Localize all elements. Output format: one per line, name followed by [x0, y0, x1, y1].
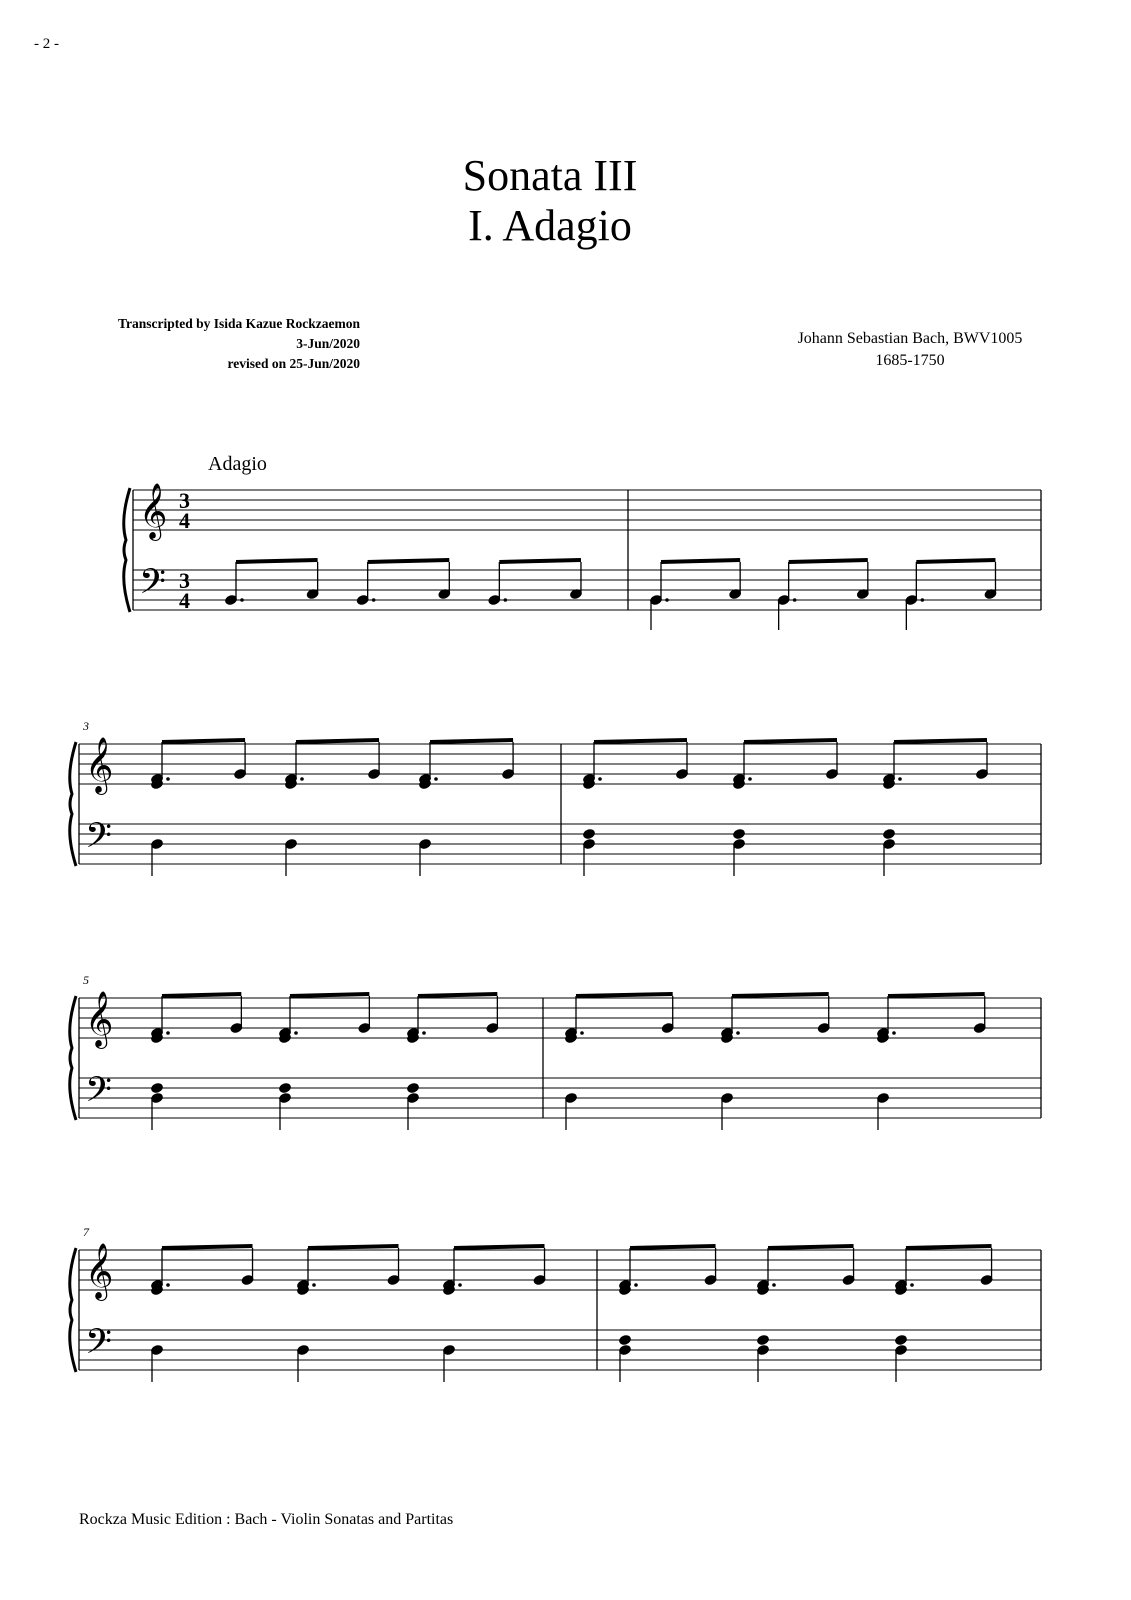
- dot: [598, 777, 602, 781]
- dot: [910, 1283, 914, 1287]
- note-head: [756, 1334, 770, 1347]
- brace: [70, 1248, 76, 1372]
- note-head: [882, 828, 896, 841]
- note-head: [150, 1082, 164, 1095]
- measure-number: 5: [83, 973, 89, 987]
- dot: [665, 598, 669, 602]
- dot: [772, 1283, 776, 1287]
- dot: [634, 1283, 638, 1287]
- dot: [458, 1283, 462, 1287]
- time-sig-top: 3: [179, 568, 190, 593]
- composer-years: 1685-1750: [875, 352, 945, 369]
- beam: [789, 560, 868, 562]
- brace: [124, 488, 130, 612]
- dot: [892, 1031, 896, 1035]
- system: [124, 483, 1041, 630]
- dot: [434, 777, 438, 781]
- transcription-date: 3-Jun/2020: [296, 336, 360, 351]
- dot: [504, 598, 508, 602]
- beam: [894, 740, 987, 742]
- tempo-marking: Adagio: [208, 453, 267, 475]
- measure-number: 3: [83, 719, 89, 733]
- treble-clef: 𝄞: [85, 737, 114, 793]
- beam: [744, 740, 837, 742]
- beam: [906, 1246, 992, 1248]
- note-head: [894, 1334, 908, 1347]
- treble-clef: 𝄞: [85, 991, 114, 1047]
- note-head: [582, 828, 596, 841]
- beam: [162, 1246, 253, 1248]
- time-sig-bottom: 4: [179, 508, 190, 533]
- dot: [793, 598, 797, 602]
- system: [70, 1225, 1041, 1382]
- piece-title: Sonata III: [462, 151, 638, 200]
- note-head: [278, 1082, 292, 1095]
- dot: [422, 1031, 426, 1035]
- beam: [296, 740, 379, 742]
- dot: [898, 777, 902, 781]
- dot: [240, 598, 244, 602]
- bass-clef: 𝄢: [85, 815, 113, 864]
- note-head: [618, 1334, 632, 1347]
- dot: [300, 777, 304, 781]
- edition-footer: Rockza Music Edition : Bach - Violin Sonatas and Partitas: [79, 1511, 454, 1528]
- dot: [580, 1031, 584, 1035]
- beam: [308, 1246, 399, 1248]
- measure-number: 7: [83, 1225, 89, 1239]
- time-sig-top: 3: [179, 488, 190, 513]
- beam: [888, 994, 985, 996]
- beam: [162, 740, 245, 742]
- note-head: [406, 1082, 420, 1095]
- dot: [166, 1283, 170, 1287]
- score-systems: [70, 483, 1041, 1382]
- system: [70, 719, 1041, 876]
- dot: [372, 598, 376, 602]
- composer-name: Johann Sebastian Bach, BWV1005: [797, 330, 1023, 347]
- page-number: - 2 -: [34, 36, 59, 52]
- beam: [732, 994, 829, 996]
- dot: [294, 1031, 298, 1035]
- beam: [290, 994, 369, 996]
- revision-date: revised on 25-Jun/2020: [227, 356, 360, 371]
- beam: [499, 560, 581, 562]
- dot: [166, 1031, 170, 1035]
- dot: [736, 1031, 740, 1035]
- dot: [166, 777, 170, 781]
- beam: [630, 1246, 716, 1248]
- system: [70, 973, 1041, 1130]
- brace: [70, 742, 76, 866]
- beam: [576, 994, 673, 996]
- bass-clef: 𝄢: [85, 1321, 113, 1370]
- transcriber-name: Transcripted by Isida Kazue Rockzaemon: [118, 316, 360, 331]
- treble-clef: 𝄞: [85, 1243, 114, 1299]
- beam: [236, 560, 318, 562]
- treble-clef: 𝄞: [139, 483, 168, 539]
- beam: [162, 994, 241, 996]
- movement-title: I. Adagio: [468, 201, 632, 250]
- bass-clef: 𝄢: [85, 1069, 113, 1118]
- dot: [921, 598, 925, 602]
- beam: [916, 560, 995, 562]
- beam: [594, 740, 687, 742]
- beam: [418, 994, 497, 996]
- beam: [368, 560, 450, 562]
- brace: [70, 996, 76, 1120]
- dot: [312, 1283, 316, 1287]
- beam: [454, 1246, 545, 1248]
- note-head: [732, 828, 746, 841]
- beam: [661, 560, 740, 562]
- beam: [430, 740, 513, 742]
- dot: [748, 777, 752, 781]
- bass-clef: 𝄢: [139, 561, 167, 610]
- time-sig-bottom: 4: [179, 588, 190, 613]
- beam: [768, 1246, 854, 1248]
